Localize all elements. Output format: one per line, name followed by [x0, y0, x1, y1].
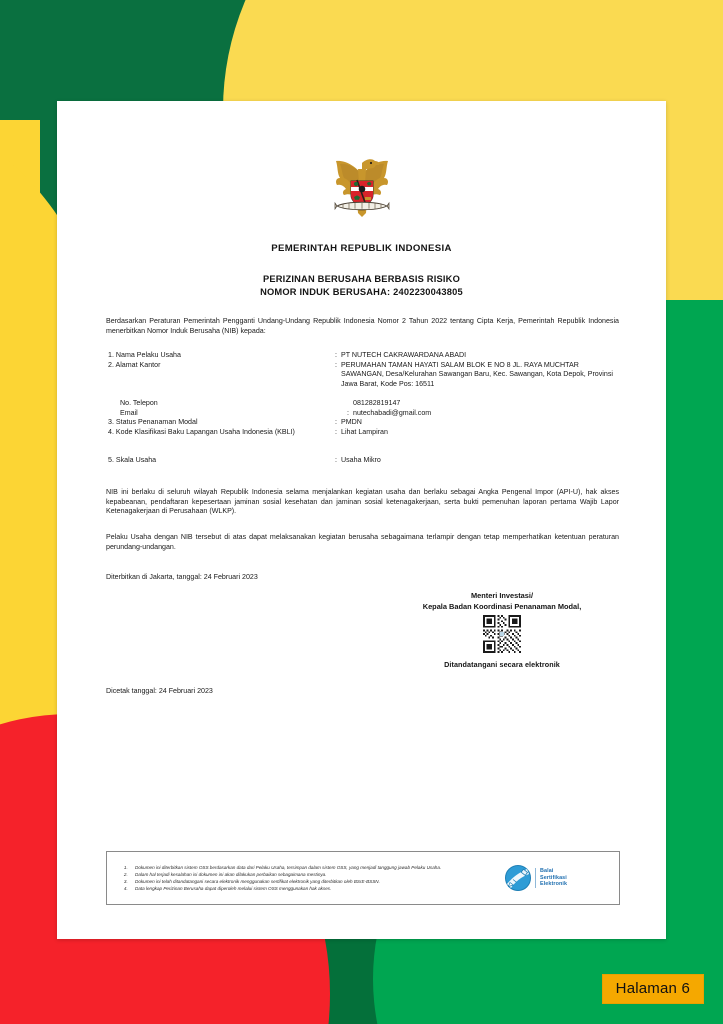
- field-colon: :: [347, 408, 349, 417]
- nib-validity-paragraph: NIB ini berlaku di seluruh wilayah Republik Indonesia selama menjalankan kegiatan usaha dan berlaku sebagai Angka Pengenal Impor (API-U), hak akses kepabeanan, pendaftaran kepesertaan jaminan sosial kesehatan dan jaminan sosial ketenagakerjaan, serta bukti pemenuhan laporan pertama Wajib Lapor Ketenagakerjaan di Perusahaan (WLKP).: [106, 488, 619, 516]
- field-value-alamat-kantor: PERUMAHAN TAMAN HAYATI SALAM BLOK E NO 8 JL. RAYA MUCHTAR SAWANGAN, Desa/Kelurahan Sawangan Baru, Kec. Sawangan, Kota Depok, Provinsi Jawa Barat, Kode Pos: 16511: [341, 360, 613, 388]
- disclaimer-box: [106, 851, 620, 905]
- field-value-no-telepon: 081282819147: [353, 398, 401, 407]
- table-row: [106, 428, 619, 438]
- field-label-skala-usaha: 5. Skala Usaha: [108, 456, 157, 465]
- field-value-kbli: Lihat Lampiran: [341, 427, 388, 436]
- field-label-status-penanaman-modal: 3. Status Penanaman Modal: [108, 418, 198, 427]
- document-subtitle: [57, 273, 666, 299]
- list-item: 3. Dokumen ini telah ditandatangani secara elektronik menggunakan sertifikat elektronik yang diterbitkan oleh BSrE-BSSN.: [129, 878, 505, 885]
- signature-title-line-2: Kepala Badan Koordinasi Penanaman Modal,: [422, 602, 582, 611]
- page-number-badge: Halaman 6: [602, 974, 704, 1004]
- bsre-pen-logo-icon: [505, 865, 531, 891]
- intro-paragraph: Berdasarkan Peraturan Pemerintah Pengganti Undang-Undang Republik Indonesia Nomor 2 Tahun 2022 tentang Cipta Kerja, Pemerintah Republik Indonesia menerbitkan Nomor Induk Berusaha (NIB) kepada:: [106, 317, 619, 335]
- list-item: 4. Data lengkap Perizinan Berusaha dapat diperoleh melalui sistem OSS menggunakan hak akses.: [129, 885, 505, 892]
- field-value-status-penanaman-modal: PMDN: [341, 418, 362, 427]
- spacer: [106, 389, 619, 399]
- electronic-signature-note: Ditandatangani secara elektronik: [444, 660, 560, 669]
- field-label-alamat-kantor: 2. Alamat Kantor: [108, 360, 161, 369]
- field-colon: :: [335, 360, 337, 369]
- field-label-kbli: 4. Kode Klasifikasi Baku Lapangan Usaha Indonesia (KBLI): [108, 427, 295, 436]
- signature-title-line-1: Menteri Investasi/: [470, 591, 534, 600]
- pelaku-usaha-paragraph: Pelaku Usaha dengan NIB tersebut di atas dapat melaksanakan kegiatan berusaha sebagaimana terlampir dengan tetap memperhatikan ketentuan peraturan perundang-undangan.: [106, 533, 619, 551]
- table-row: [106, 351, 619, 361]
- garuda-pancasila-emblem: [57, 153, 666, 225]
- table-row: [106, 361, 619, 390]
- field-value-email: nutechabadi@gmail.com: [353, 408, 432, 417]
- list-item: 2. Dalam hal terjadi kesalahan isi dokumen ini akan dilakukan perbaikan sebagaimana mestinya.: [129, 871, 505, 878]
- table-row: [106, 456, 619, 466]
- page-title: PEMERINTAH REPUBLIK INDONESIA: [271, 243, 452, 254]
- bsre-line-3: Elektronik: [540, 881, 568, 888]
- field-label-nama-pelaku-usaha: 1. Nama Pelaku Usaha: [108, 351, 181, 359]
- subtitle-line-1: PERIZINAN BERUSAHA BERBASIS RISIKO: [262, 274, 461, 284]
- field-value-nama-pelaku-usaha: PT NUTECH CAKRAWARDANA ABADI: [341, 351, 467, 359]
- bsre-logo: [505, 865, 619, 891]
- table-row: [106, 418, 619, 428]
- field-colon: :: [335, 351, 337, 359]
- spacer: [106, 437, 619, 456]
- printed-date-line: Dicetak tanggal: 24 Februari 2023: [106, 687, 213, 695]
- field-colon: :: [335, 456, 337, 465]
- table-row: [106, 409, 619, 419]
- table-row: [106, 399, 619, 409]
- disclaimer-list: [107, 864, 505, 893]
- field-label-no-telepon: No. Telepon: [120, 398, 158, 407]
- field-label-email: Email: [120, 408, 138, 417]
- qr-code-icon: [483, 615, 521, 653]
- field-colon: :: [335, 418, 337, 427]
- field-value-skala-usaha: Usaha Mikro: [341, 456, 381, 465]
- list-item: 1. Dokumen ini diterbitkan sistem OSS berdasarkan data dari Pelaku Usaha, tersimpan dalam sistem OSS, yang menjadi tanggung jawab Pelaku Usaha.: [129, 864, 505, 871]
- bsre-line-2: Sertifikasi: [540, 874, 567, 881]
- document-page: [57, 101, 666, 939]
- field-colon: :: [335, 427, 337, 436]
- bsre-logo-text: [535, 868, 567, 888]
- signature-block: [387, 590, 617, 669]
- issued-date-line: Diterbitkan di Jakarta, tanggal: 24 Februari 2023: [106, 573, 258, 581]
- subtitle-line-2: NOMOR INDUK BERUSAHA: 2402230043805: [260, 287, 463, 297]
- company-detail-table: [106, 351, 619, 466]
- bsre-line-1: Balai: [540, 868, 554, 875]
